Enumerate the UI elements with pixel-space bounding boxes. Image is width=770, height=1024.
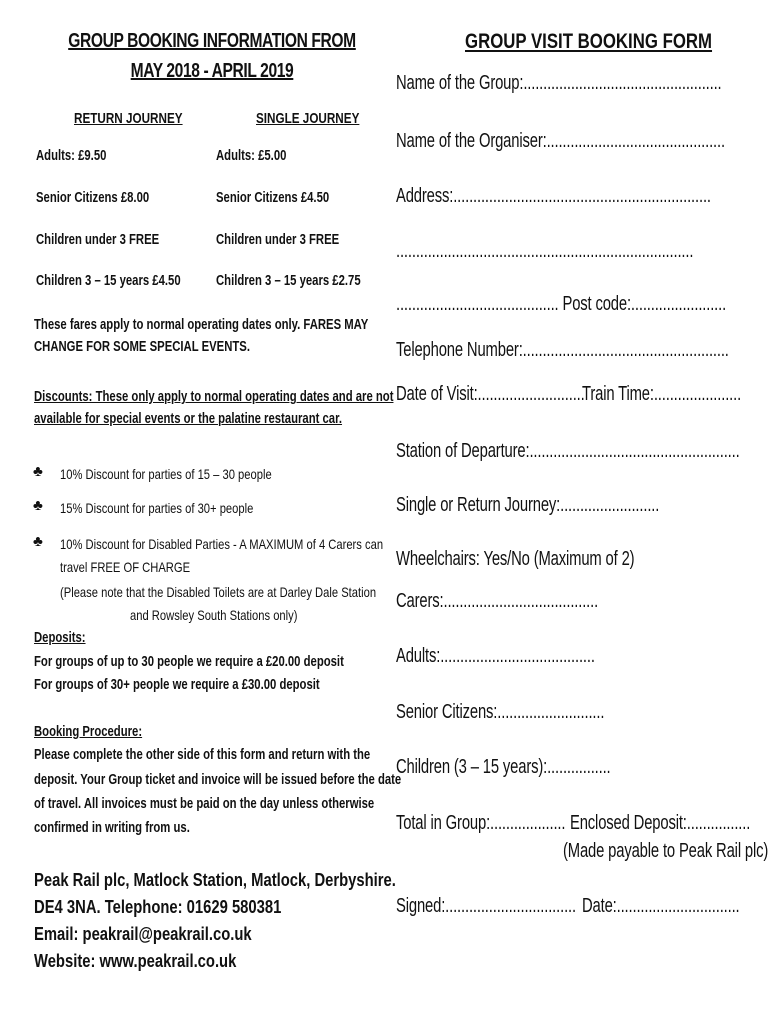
fare-return-seniors: Senior Citizens £8.00: [36, 190, 150, 206]
station-of-departure-field[interactable]: Station of Departure:.....................................................: [396, 440, 740, 462]
organiser-field[interactable]: Name of the Organiser:.............................................: [396, 130, 725, 152]
fare-single-seniors: Senior Citizens £4.50: [216, 190, 330, 206]
booking-line3: of travel. All invoices must be paid on the day unless otherwise: [34, 796, 375, 812]
contact-address: Peak Rail plc, Matlock Station, Matlock, Derbyshire.: [34, 869, 396, 890]
deposits-line2: For groups of 30+ people we require a £30.00 deposit: [34, 677, 320, 693]
fare-single-children: Children 3 – 15 years £2.75: [216, 273, 361, 289]
deposits-heading: Deposits:: [34, 630, 86, 646]
carers-field[interactable]: Carers:.......................................: [396, 590, 599, 612]
discount-bullet-1: 10% Discount for parties of 15 – 30 people: [60, 466, 272, 482]
contact-website: Website: www.peakrail.co.uk: [34, 950, 237, 971]
fare-return-under3: Children under 3 FREE: [36, 232, 160, 248]
date-field[interactable]: Date:...............................: [582, 895, 740, 917]
disabled-toilets-note-line1: (Please note that the Disabled Toilets are at Darley Dale Station: [60, 584, 377, 600]
date-of-visit-field[interactable]: Date of Visit:...........................: [396, 383, 585, 405]
payable-note: (Made payable to Peak Rail plc): [563, 840, 769, 862]
train-time-field[interactable]: Train Time:......................: [582, 383, 742, 405]
telephone-field[interactable]: Telephone Number:....................................................: [396, 339, 729, 361]
discount-bullet-3: 10% Discount for Disabled Parties - A MAXIMUM of 4 Carers can: [60, 536, 384, 552]
discounts-line1: Discounts: These only apply to normal operating dates and are not: [34, 389, 394, 405]
booking-line4: confirmed in writing from us.: [34, 820, 190, 836]
contact-email: Email: peakrail@peakrail.co.uk: [34, 923, 252, 944]
club-bullet-icon: ♣: [33, 463, 43, 480]
total-in-group-field[interactable]: Total in Group:...................: [396, 812, 566, 834]
booking-line1: Please complete the other side of this form and return with the: [34, 747, 371, 763]
enclosed-deposit-field[interactable]: Enclosed Deposit:................: [570, 812, 751, 834]
wheelchairs-field[interactable]: Wheelchairs: Yes/No (Maximum of 2): [396, 548, 635, 570]
fare-return-children: Children 3 – 15 years £4.50: [36, 273, 181, 289]
booking-procedure-heading: Booking Procedure:: [34, 724, 143, 740]
club-bullet-icon: ♣: [33, 533, 43, 550]
children-field[interactable]: Children (3 – 15 years):................: [396, 756, 611, 778]
postcode-field[interactable]: ......................................... Post code:........................: [396, 293, 727, 315]
left-heading-line2: MAY 2018 - APRIL 2019: [130, 60, 294, 82]
senior-citizens-field[interactable]: Senior Citizens:...........................: [396, 701, 605, 723]
fare-return-adults: Adults: £9.50: [36, 148, 107, 164]
signed-field[interactable]: Signed:.................................: [396, 895, 576, 917]
single-journey-heading: SINGLE JOURNEY: [256, 110, 360, 127]
fare-single-under3: Children under 3 FREE: [216, 232, 340, 248]
booking-line2: deposit. Your Group ticket and invoice will be issued before the date: [34, 772, 402, 788]
fares-note-line2: CHANGE FOR SOME SPECIAL EVENTS.: [34, 339, 250, 355]
disabled-toilets-note-line2: and Rowsley South Stations only): [130, 607, 298, 623]
address-line2-field[interactable]: ...........................................................................: [396, 240, 694, 262]
address-field[interactable]: Address:.................................................................: [396, 185, 711, 207]
left-heading-line1: GROUP BOOKING INFORMATION FROM: [68, 30, 356, 52]
group-name-field[interactable]: Name of the Group:..................................................: [396, 72, 722, 94]
deposits-line1: For groups of up to 30 people we require a £20.00 deposit: [34, 654, 344, 670]
discounts-line2: available for special events or the palatine restaurant car.: [34, 411, 343, 427]
fares-note-line1: These fares apply to normal operating dates only. FARES MAY: [34, 317, 369, 333]
discount-bullet-2: 15% Discount for parties of 30+ people: [60, 500, 254, 516]
adults-field[interactable]: Adults:.......................................: [396, 645, 595, 667]
club-bullet-icon: ♣: [33, 497, 43, 514]
discount-bullet-3-line2: travel FREE OF CHARGE: [60, 559, 191, 575]
contact-postcode-phone: DE4 3NA. Telephone: 01629 580381: [34, 896, 282, 917]
fare-single-adults: Adults: £5.00: [216, 148, 287, 164]
journey-type-field[interactable]: Single or Return Journey:.........................: [396, 494, 660, 516]
form-heading: GROUP VISIT BOOKING FORM: [465, 30, 713, 53]
return-journey-heading: RETURN JOURNEY: [74, 110, 183, 127]
